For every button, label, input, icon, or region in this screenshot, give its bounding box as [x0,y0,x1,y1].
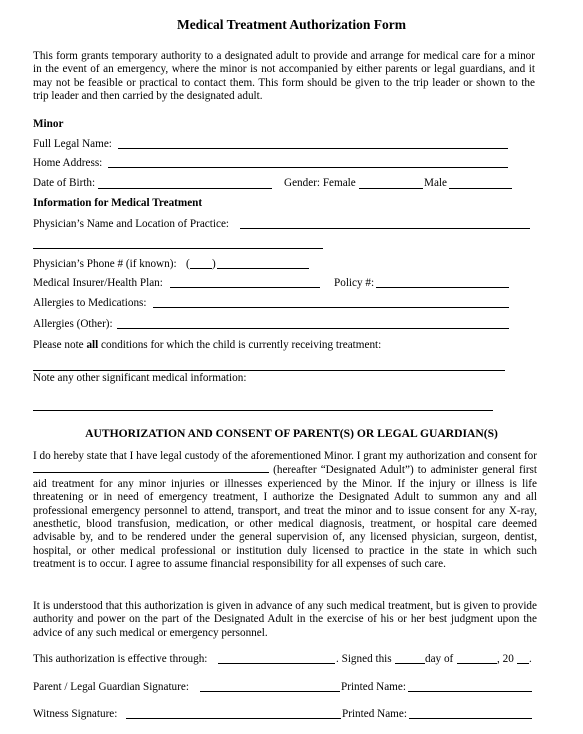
conditions-field[interactable] [33,370,505,371]
conditions-all-emphasis: all [86,339,99,351]
form-title: Medical Treatment Authorization Form [176,17,407,32]
year-prefix-label: , 20 [497,653,514,665]
guardian-printed-name-field[interactable] [408,691,532,692]
allergies-other-label: Allergies (Other): [33,318,113,330]
conditions-suffix: conditions for which the child is currently receiving treatment: [98,339,382,351]
witness-printed-name-label: Printed Name: [342,708,407,720]
witness-signature-field[interactable] [126,718,341,719]
authorization-heading: AUTHORIZATION AND CONSENT OF PARENT(S) OR LEGAL GUARDIAN(S) [85,427,498,440]
guardian-signature-field[interactable] [200,691,340,692]
signed-month-field[interactable] [457,663,497,664]
phone-number-field[interactable] [217,268,309,269]
gender-female-field[interactable] [359,188,423,189]
witness-printed-name-field[interactable] [409,718,532,719]
authorization-p1-rest: (hereafter “Designated Adult”) to administer general first aid treatment for any minor injuries or illnesses experienced by the Minor. If the injury or illness is life threatening or in need of emergency treatment, I authorize the Designated Adult to summon any and all professional emergency personnel to attend, transport, and treat the minor and to issue consent for any X-ray, anesthetic, blood transfusion, medication, or other medical diagnosis, treatment, or hospital care deemed advisable by, and to be rendered under the general supervision of, any licensed physician, surgeon, dentist, hospital, or other medical professional or institution duly licensed to practice in the state in which such treatment is to occur. I agree to assume financial responsibility for all expenses of such care. [33,464,538,571]
witness-signature-label: Witness Signature: [33,708,118,720]
authorization-p1-start: I do hereby state that I have legal custody of the aforementioned Minor. I grant my authorization and consent for [33,450,537,462]
medical-heading: Information for Medical Treatment [33,197,203,209]
phone-paren-open: ( [186,258,190,270]
conditions-prefix: Please note [33,339,87,351]
guardian-signature-label: Parent / Legal Guardian Signature: [33,681,189,693]
conditions-label [33,339,381,352]
gender-male-field[interactable] [449,188,512,189]
gender-female-label: Gender: Female [284,177,356,189]
dob-field[interactable] [98,188,272,189]
authorization-paragraph-2: It is understood that this authorization is given in advance of any such medical treatment, but is given to provide authority and power on the part of the Designated Adult in the exercise of his or her best judgment upon the advice of any such medical or emergency personnel. [33,600,537,639]
intro-paragraph: This form grants temporary authority to a designated adult to provide and arrange for medical care for a minor in the event of an emergency, where the minor is not accompanied by either parents or legal guardians, and it may not be feasible or practical to contact them. This form should be given to the trip leader or shown to the trip leader and then carried by the designated adult. [33,50,535,103]
phone-label: Physician’s Phone # (if known): [33,258,177,270]
phone-area-code-field[interactable] [190,268,212,269]
insurer-field[interactable] [170,287,320,288]
signed-this-label: . Signed this [336,653,392,665]
year-end-label: . [529,653,532,665]
home-address-label: Home Address: [33,157,103,169]
dob-label: Date of Birth: [33,177,96,189]
day-of-label: day of [425,653,454,665]
other-info-field[interactable] [33,410,493,411]
authorization-paragraph-1 [33,450,537,572]
physician-field[interactable] [240,228,530,229]
policy-label: Policy #: [334,277,375,289]
allergies-med-field[interactable] [153,307,509,308]
insurer-label: Medical Insurer/Health Plan: [33,277,163,289]
minor-heading: Minor [33,118,64,130]
guardian-printed-name-label: Printed Name: [341,681,406,693]
full-name-field[interactable] [118,148,508,149]
other-info-label: Note any other significant medical information: [33,372,247,384]
full-name-label: Full Legal Name: [33,138,112,150]
phone-paren-close: ) [212,258,216,270]
home-address-field[interactable] [108,167,508,168]
effective-label: This authorization is effective through: [33,653,208,665]
signed-day-field[interactable] [395,663,425,664]
allergies-med-label: Allergies to Medications: [33,297,147,309]
physician-field-line2[interactable] [33,248,323,249]
policy-field[interactable] [376,287,509,288]
effective-date-field[interactable] [218,663,335,664]
gender-male-label: Male [424,177,447,189]
designated-adult-field[interactable] [33,463,269,473]
allergies-other-field[interactable] [117,328,509,329]
signed-year-field[interactable] [517,663,529,664]
physician-label: Physician’s Name and Location of Practice: [33,218,230,230]
